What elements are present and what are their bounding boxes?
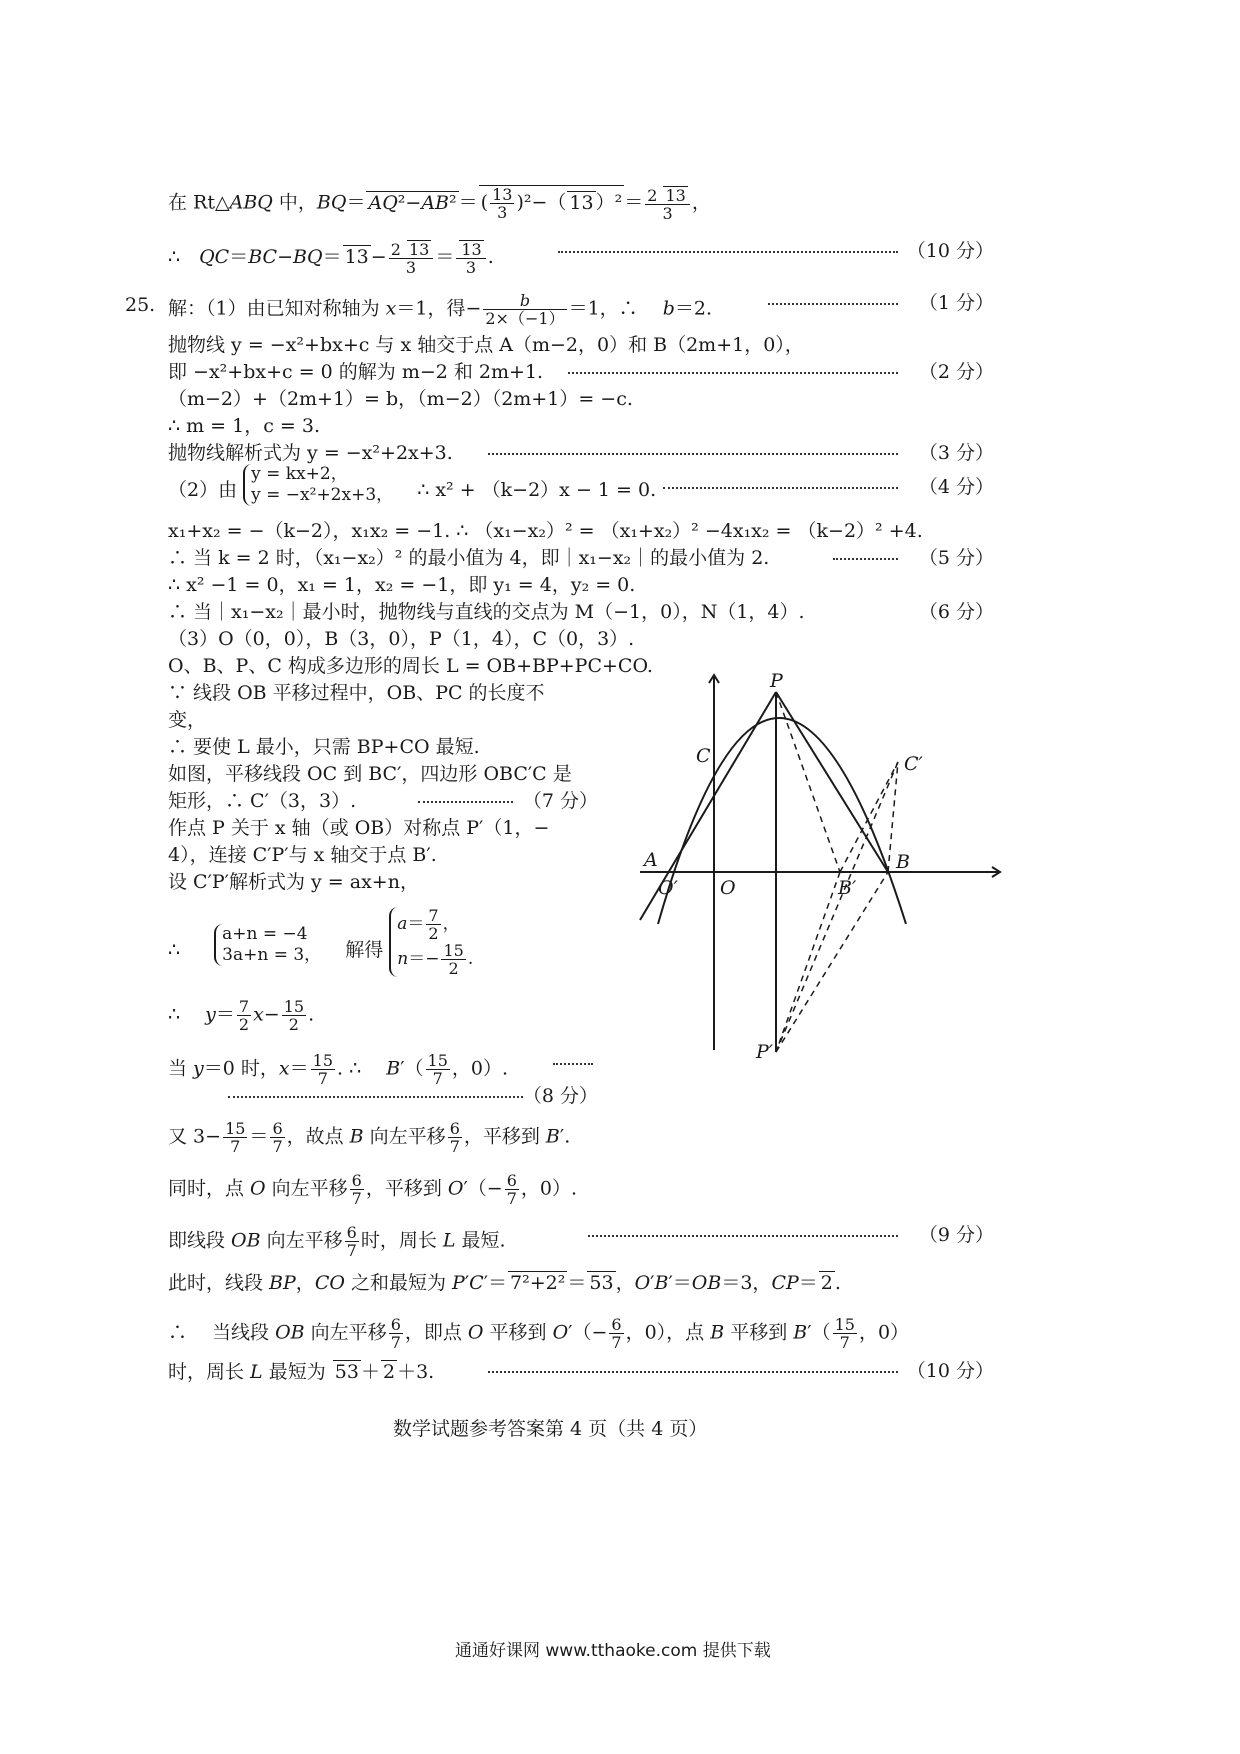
line-p5: ∴ m = 1，c = 3. bbox=[168, 415, 321, 437]
system-2-eq-2: 3a+n = 3， bbox=[222, 945, 322, 965]
line-p14: ∵ 线段 OB 平移过程中，OB、PC 的长度不 bbox=[168, 682, 545, 704]
segment-bprime-pprime bbox=[776, 872, 840, 1052]
score-3: （3 分） bbox=[918, 442, 994, 464]
score-5: （5 分） bbox=[918, 547, 994, 569]
solution-system: a＝ $\frac{7}{2}$ ， n＝− $\frac{15}{2}$ . bbox=[389, 907, 473, 977]
label-p-prime: P′ bbox=[756, 1041, 774, 1060]
line-p30: ∴ 当线段 OB 向左平移 $\frac{6}{7}$ ，即点 O 平移到 O′（− $\frac{6}{7}$ ，0），点 B 平移到 B′（ $\frac{15}{7}$ ，0） bbox=[168, 1315, 910, 1352]
header-line-2: ∴ QC＝BC−BQ＝ 13 − $\frac{2 13}{3}$ ＝ $\frac{13}{3}$ . （10 分） bbox=[168, 240, 994, 277]
line-p12: （3）O（0，0），B（3，0），P（1，4），C（0，3）. bbox=[168, 628, 635, 650]
line-p28: 即线段 OB 向左平移 $\frac{6}{7}$ 时，周长 L 最短. （9 分） bbox=[168, 1223, 994, 1260]
score-10b: （10 分） bbox=[906, 1360, 994, 1382]
line-p7 bbox=[168, 464, 994, 506]
system-of-equations-2 bbox=[214, 924, 321, 966]
line-p23: ∴ y＝ $\frac{7}{2}$ x− $\frac{15}{2}$ . bbox=[168, 997, 315, 1034]
line-p18 bbox=[168, 790, 598, 812]
label-o-prime: O′ bbox=[658, 877, 678, 899]
line-p11-text: ∴ 当｜x₁−x₂｜最小时，抛物线与直线的交点为 M（−1，0），N（1，4）. bbox=[168, 601, 805, 623]
line-p8: x₁+x₂ = −（k−2），x₁x₂ = −1. ∴ （x₁−x₂）² = （x₁+x₂）² −4x₁x₂ = （k−2）² +4. bbox=[168, 520, 923, 542]
score-10a: （10 分） bbox=[906, 240, 994, 262]
line-p26: 又 3− $\frac{15}{7}$ ＝ $\frac{6}{7}$ ，故点 B 向左平移 $\frac{6}{7}$ ，平移到 B′. bbox=[168, 1119, 571, 1156]
line-p10: ∴ x² −1 = 0，x₁ = 1，x₂ = −1，即 y₁ = 4，y₂ = 0. bbox=[168, 574, 636, 596]
line-p6 bbox=[168, 442, 994, 464]
line-p4: （m−2）+（2m+1）= b，（m−2）（2m+1）= −c. bbox=[168, 388, 633, 410]
line-p20: 4），连接 C′P′与 x 轴交于点 B′. bbox=[168, 844, 437, 866]
segment-pprime-b bbox=[776, 872, 888, 1052]
system-2-eq-1: a+n = −4 bbox=[222, 924, 308, 944]
line-p7-pre: （2）由 bbox=[168, 479, 238, 501]
line-p9 bbox=[168, 547, 994, 569]
header-line-1: 在 Rt△ABQ 中，BQ＝ AQ²−AB² ＝ ( $\frac{13}{3}$ )²−（ 13 ）² ＝ $\frac{2 13}{3}$ ， bbox=[168, 185, 711, 223]
page-footer: 数学试题参考答案第 4 页（共 4 页） bbox=[393, 1418, 708, 1440]
geometry-figure bbox=[620, 660, 1010, 1060]
label-a: A bbox=[644, 849, 658, 871]
line-p7-post: ∴ x² + （k−2）x − 1 = 0. bbox=[417, 479, 657, 501]
label-o: O bbox=[720, 877, 736, 899]
line-p27: 同时，点 O 向左平移 $\frac{6}{7}$ ，平移到 O′（− $\frac{6}{7}$ ，0）. bbox=[168, 1171, 578, 1208]
line-p29: 此时，线段 BP，CO 之和最短为 P′C′＝ 7²+2² ＝ 53 ，O′B′＝OB＝3，CP＝ 2 . bbox=[168, 1272, 841, 1294]
line-p24: 当 y＝0 时，x＝ $\frac{15}{7}$ . ∴ B′（ $\frac{15}{7}$ ，0）. bbox=[168, 1052, 598, 1087]
line-p31: 时，周长 L 最短为 53 ＋ 2 ＋3. （10 分） bbox=[168, 1360, 994, 1383]
line-p15: 变， bbox=[168, 709, 207, 731]
line-p2: 抛物线 y = −x²+bx+c 与 x 轴交于点 A（m−2，0）和 B（2m+1，0）， bbox=[168, 334, 804, 356]
question-number: 25. bbox=[125, 294, 156, 316]
system-of-equations-1 bbox=[243, 464, 393, 506]
label-b: B bbox=[896, 851, 910, 873]
line-p21: 设 C′P′解析式为 y = ax+n， bbox=[168, 871, 419, 893]
score-4: （4 分） bbox=[918, 476, 994, 498]
system-1-eq-2: y = −x²+2x+3， bbox=[251, 485, 394, 505]
line-p1: 解：（1）由已知对称轴为 x＝1，得− $\frac{b}{2\times(-1)}$ ＝1，∴ b＝2. （1 分） bbox=[168, 291, 994, 328]
score-2: （2 分） bbox=[918, 361, 994, 383]
label-p: P bbox=[770, 670, 783, 692]
line-p11 bbox=[168, 601, 994, 623]
label-c: C bbox=[696, 745, 711, 767]
site-watermark: 通通好课网 www.tthaoke.com 提供下载 bbox=[455, 1641, 771, 1661]
line-p3 bbox=[168, 361, 994, 383]
system-1-eq-1: y = kx+2， bbox=[251, 464, 348, 484]
label-b-prime: B′ bbox=[838, 877, 857, 899]
line-p19: 作点 P 关于 x 轴（或 OB）对称点 P′（1，− bbox=[168, 817, 550, 839]
segment-pprime-cprime bbox=[776, 762, 898, 1052]
line-p18-text: 矩形，∴ C′（3，3）. bbox=[168, 790, 357, 812]
score-9: （9 分） bbox=[918, 1224, 994, 1246]
line-p22 bbox=[168, 906, 474, 978]
score-1: （1 分） bbox=[918, 292, 994, 314]
line-p9-text: ∴ 当 k = 2 时，（x₁−x₂）² 的最小值为 4，即｜x₁−x₂｜的最小值为 2. bbox=[168, 547, 770, 569]
score-7: （7 分） bbox=[522, 790, 598, 812]
line-p22-pre: ∴ bbox=[168, 939, 181, 961]
score-6: （6 分） bbox=[918, 601, 994, 623]
line-p3-text: 即 −x²+bx+c = 0 的解为 m−2 和 2m+1. bbox=[168, 361, 544, 383]
line-p6-text: 抛物线解析式为 y = −x²+2x+3. bbox=[168, 442, 453, 464]
line-p17: 如图，平移线段 OC 到 BC′，四边形 OBC′C 是 bbox=[168, 763, 572, 785]
line-p13: O、B、P、C 构成多边形的周长 L = OB+BP+PC+CO. bbox=[168, 655, 653, 677]
line-p22-solve-word: 解得 bbox=[345, 939, 384, 961]
score-8: （8 分） bbox=[522, 1085, 598, 1107]
label-c-prime: C′ bbox=[904, 753, 923, 775]
line-p16: ∴ 要使 L 最小，只需 BP+CO 最短. bbox=[168, 736, 480, 758]
segment-pb bbox=[776, 692, 888, 872]
